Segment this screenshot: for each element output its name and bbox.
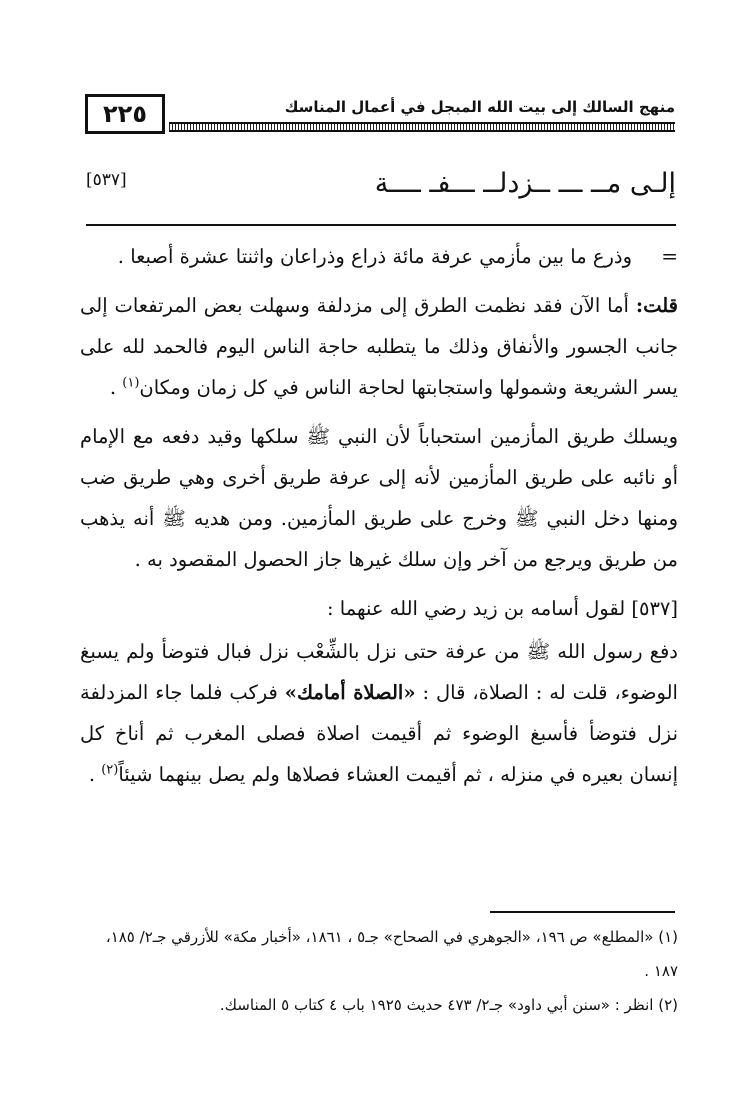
paragraph-2-label: قلت: <box>635 294 678 317</box>
hadith-paragraph <box>80 631 678 795</box>
section-title: إلـى مــ ـــ ــزدلــ ـــفـ ــــة <box>374 168 676 199</box>
running-title: منهج السالك إلى بيت الله المبجل في أعمال المناسك <box>284 98 675 116</box>
footnote-ref-1: (١) <box>122 375 140 391</box>
footnotes <box>80 920 678 1022</box>
page-number: ٢٢٥ <box>103 100 147 128</box>
paragraph-4 <box>80 588 678 629</box>
paragraph-4-text: لقول أسامه بن زيد رضي الله عنهما : <box>326 597 632 620</box>
paragraph-3: ويسلك طريق المأزمين استحباباً لأن النبي ﷺ سلكها وقيد دفعه مع الإمام أو نائبه على طريق المأزمين لأنه إلى عرفة طريق أخرى وهي طريق ضب ومنها دخل النبي ﷺ وخرج على طريق المأزمين. ومن هديه ﷺ أنه يذهب من طريق ويرجع من آخر وإن سلك غيرها جاز الحصول المقصود به . <box>80 425 678 571</box>
footnote-ref-2: (٢) <box>101 762 119 778</box>
section-number: [٥٣٧] <box>86 170 127 190</box>
continuation-paragraph <box>80 236 678 277</box>
running-header <box>85 94 675 144</box>
header-hatched-rule <box>169 122 675 132</box>
footnote-1: (١) «المطلع» ص ١٩٦، «الجوهري في الصحاح» جـ٥ ، ١٨٦١، «أخبار مكة» للأزرقي جـ٢/ ١٨٥، ١٨٧ . <box>105 928 678 980</box>
hadith-part-2: فركب فلما جاء المزدلفة نزل فتوضأ فأسبغ الوضوء ثم أقيمت اصلاة فصلى المغرب ثم أناخ كل إنسان بعيره في منزله ، ثم أقيمت العشاء فصلاها ولم يصل بينهما شيئاً <box>80 681 678 786</box>
page-number-box <box>85 94 165 134</box>
footnote-rule <box>490 911 675 913</box>
item-number: [٥٣٧] <box>631 597 678 620</box>
section-heading <box>86 168 676 218</box>
hadith-quote: «الصلاة أمامك» <box>284 681 416 704</box>
hadith-part-1: دفع رسول الله ﷺ من عرفة حتى نزل بالشِّعْب نزل فبال فتوضأ ولم يسبغ الوضوء، قلت له : الصلاة، قال : <box>80 640 678 704</box>
paragraph-2 <box>80 285 678 408</box>
footnote-2: (٢) انظر : «سنن أبي داود» جـ٢/ ٤٧٣ حديث ١٩٢٥ باب ٤ كتاب ٥ المناسك. <box>219 996 678 1014</box>
paragraph-2-end: . <box>109 376 123 399</box>
paragraph-1: وذرع ما بين مأزمي عرفة مائة ذراع وذراعان واثنتا عشرة أصبعا . <box>117 245 632 268</box>
section-rule <box>86 224 676 226</box>
continuation-mark: = <box>661 244 678 268</box>
paragraph-2-text: أما الآن فقد نظمت الطرق إلى مزدلفة وسهلت بعض المرتفعات إلى جانب الجسور والأنفاق وذلك ما يتطلبه حاجة الناس اليوم فالحمد لله على يسر الشريعة وشمولها واستجابتها لحاجة الناس في كل زمان ومكان <box>80 294 678 399</box>
main-text <box>80 236 678 803</box>
hadith-end: . <box>88 763 102 786</box>
